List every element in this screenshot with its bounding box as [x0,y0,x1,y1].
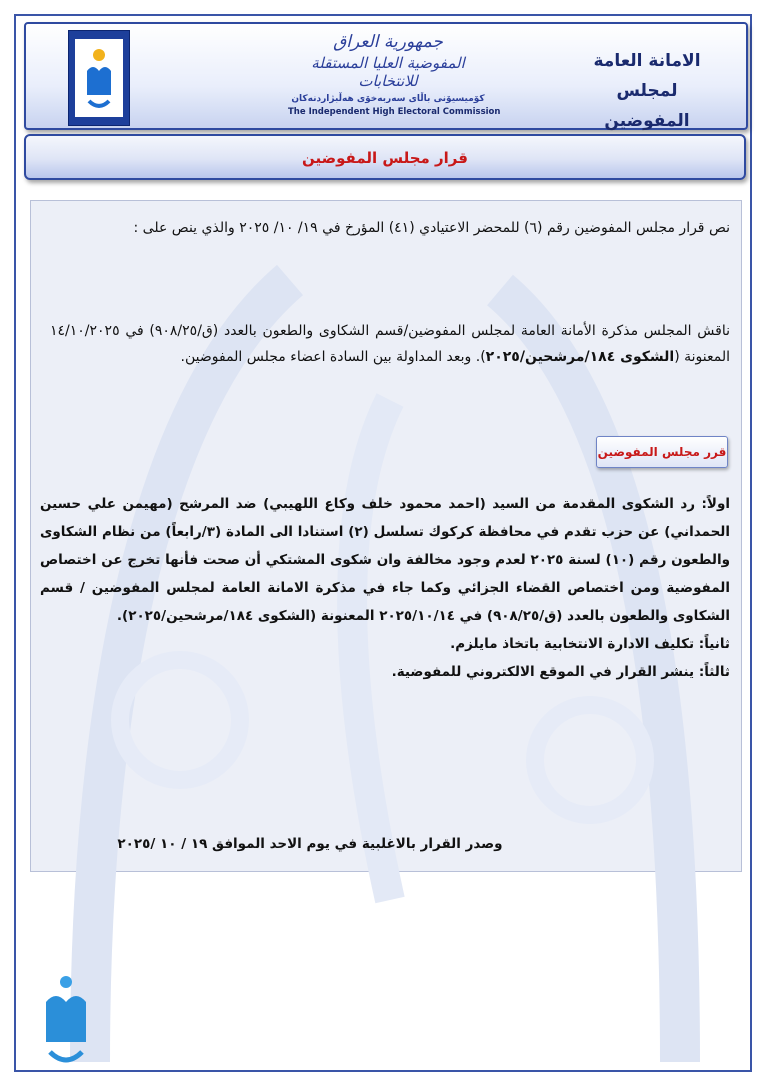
emblem-line-2: المفوضية العليا المستقلة للانتخابات [311,54,465,90]
document-title: قرار مجلس المفوضين [302,149,468,167]
item-second: ثانياً: تكليف الادارة الانتخابية باتخاذ مايلزم. [450,636,730,652]
item-third: ثالثاً: ينشر القرار في الموقع الالكتروني للمفوضية. [391,664,730,680]
document-title-bar [24,134,746,180]
corner-logo-icon [40,972,92,1068]
intro-paragraph: نص قرار مجلس المفوضين رقم (٦) للمحضر الاعتيادي (٤١) المؤرخ في ١٩/ ١٠/ ٢٠٢٥ والذي ينص على : [133,220,730,236]
decision-items [40,490,730,686]
emblem-line-1: جمهورية العراق [333,32,443,52]
secretariat-line-2: لمجلس المفوضين [604,81,690,131]
emblem-line-english: The Independent High Electoral Commission [288,107,501,117]
emblem-line-3: كۆمیسیۆنی باڵای سەربەخۆی هەڵبژاردنەکان [291,94,485,104]
discussion-text-2: ). وبعد المداولة بين السادة اعضاء مجلس المفوضين. [180,349,486,365]
discussion-paragraph [50,318,730,370]
decision-label: قرر مجلس المفوضين [597,445,727,459]
letterhead [24,22,748,130]
commission-emblem-text [288,32,501,117]
issuance-statement: وصدر القرار بالاغلبية في يوم الاحد الموافق ١٩ / ١٠ /٢٠٢٥ [117,836,503,852]
complaint-reference: الشكوى ١٨٤/مرشحين/٢٠٢٥ [485,349,675,365]
item-first: اولاً: رد الشكوى المقدمة من السيد (احمد محمود خلف وكاع اللهيبي) ضد المرشح (مهيمن علي حسين الحمداني) عن حزب تقدم في محافظة كركوك تسلسل (٢) استنادا الى المادة (٣/رابعاً) من نظام الشكاوى والطعون رقم (١٠) لسنة ٢٠٢٥ لعدم وجود مخالفة وان شكوى المشتكي أن صحت فأنها تخرج عن اختصاص المفوضية ومن اختصاص القضاء الجزائي وكما جاء في مذكرة الامانة العامة لمجلس المفوضين / قسم الشكاوى والطعون بالعدد (ق/٩٠٨/٢٥) في ٢٠٢٥/١٠/١٤ المعنونة (الشكوى ١٨٤/مرشحين/٢٠٢٥). [40,496,730,624]
commission-logo [68,30,130,126]
secretariat-line-1: الامانة العامة [593,51,701,71]
secretariat-title [582,46,712,136]
discussion-text-1: ناقش المجلس مذكرة الأمانة العامة لمجلس المفوضين/قسم الشكاوى والطعون بالعدد (ق/٩٠٨/٢٥) في ١٤/١٠/٢٠٢٥ المعنونة ( [50,323,730,365]
decision-label-box [596,436,728,468]
